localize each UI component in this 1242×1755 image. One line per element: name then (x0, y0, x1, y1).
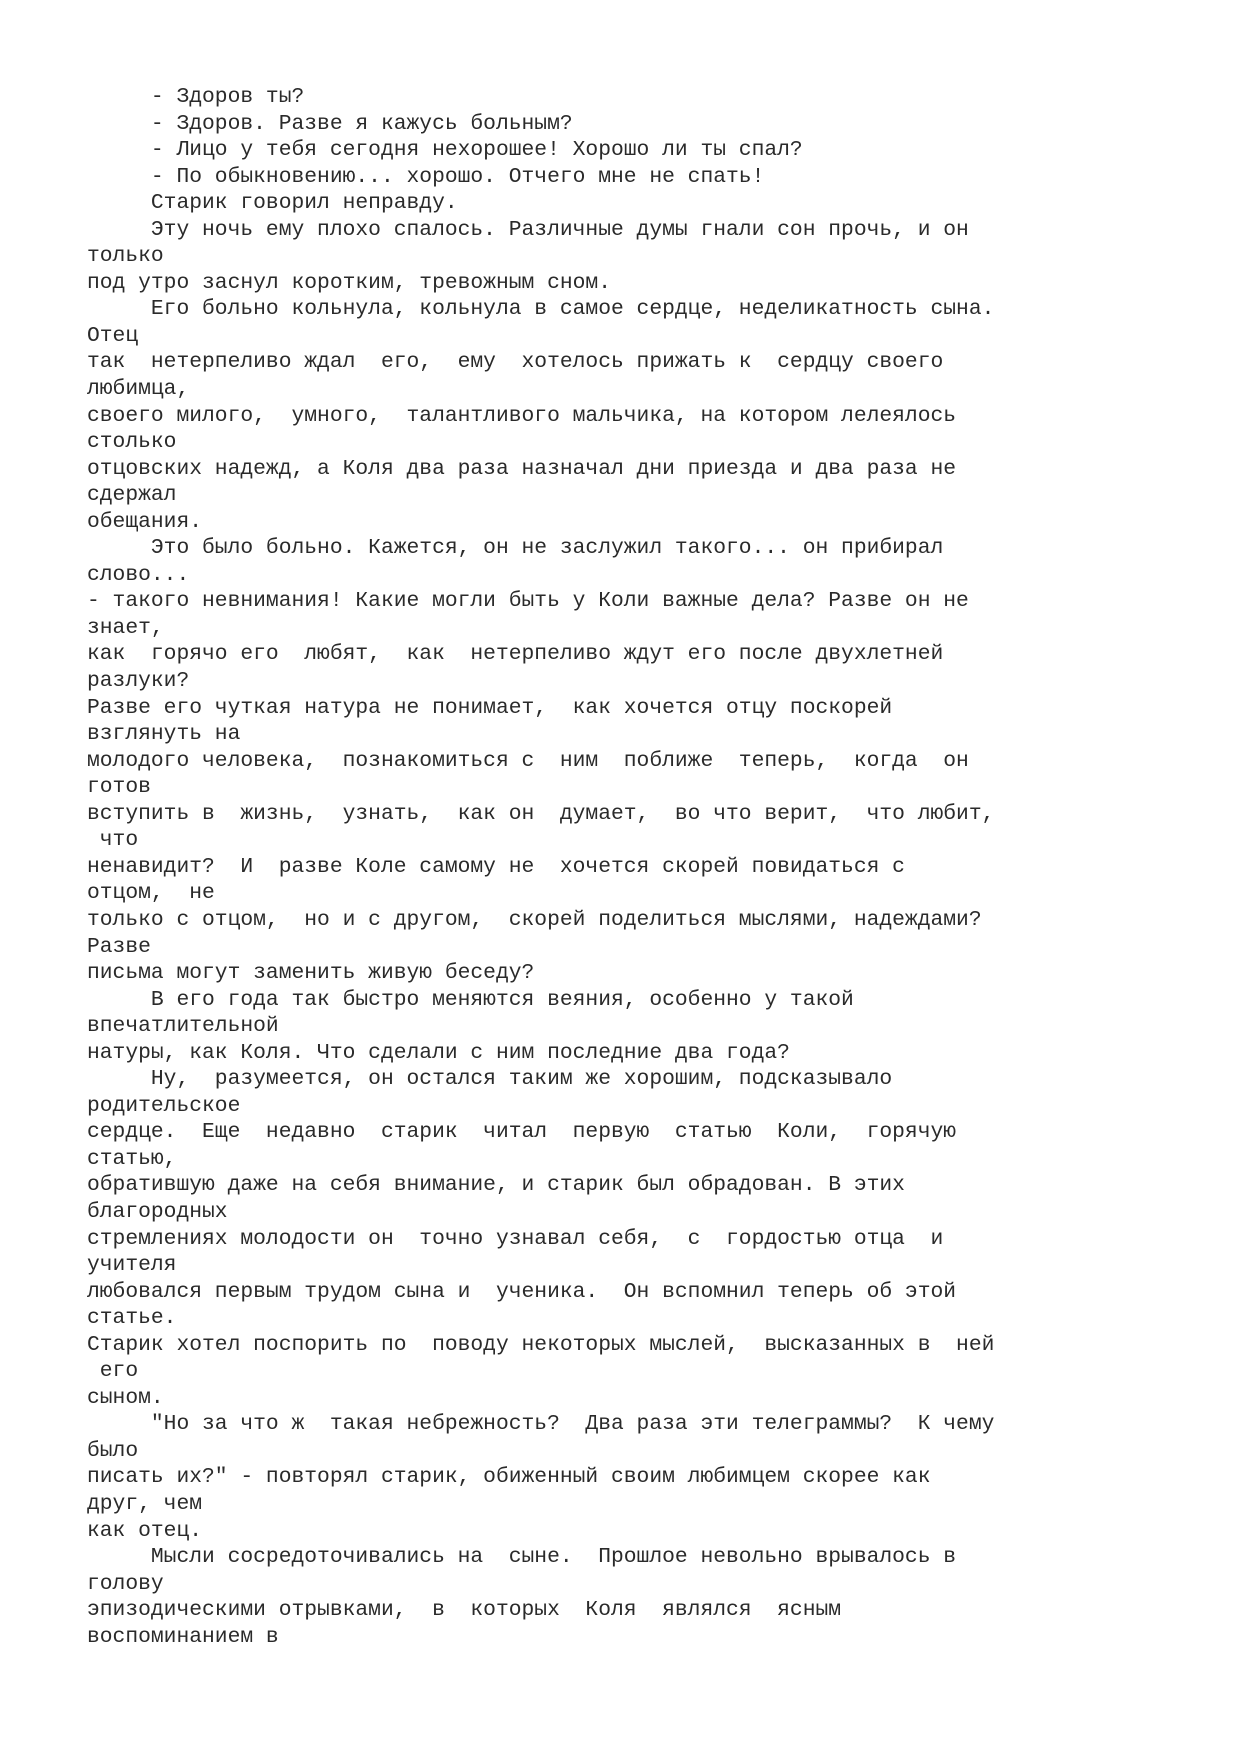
text-line: знает, (87, 615, 164, 640)
text-line: Мысли сосредоточивались на сыне. Прошлое невольно врывалось в (87, 1545, 957, 1570)
text-line: Его больно кольнула, кольнула в самое сердце, неделикатность сына. (87, 297, 995, 322)
text-line: В его года так быстро меняются веяния, особенно у такой (87, 987, 854, 1012)
text-line: Старик хотел поспорить по поводу некоторых мыслей, высказанных в ней (87, 1332, 995, 1357)
text-line: - Здоров. Разве я кажусь больным? (87, 111, 573, 136)
text-line: писать их?" - повторял старик, обиженный своим любимцем скорее как (87, 1465, 931, 1490)
text-line: статью, (87, 1146, 177, 1171)
text-line: только (87, 244, 164, 269)
text-line: - такого невнимания! Какие могли быть у Коли важные дела? Разве он не (87, 589, 969, 614)
text-line: сыном. (87, 1385, 164, 1410)
text-line: Старик говорил неправду. (87, 191, 458, 216)
text-line: благородных (87, 1199, 228, 1224)
text-line: взглянуть на (87, 722, 241, 747)
text-line: его (87, 1359, 139, 1384)
text-line: так нетерпеливо ждал его, ему хотелось прижать к сердцу своего (87, 350, 944, 375)
text-line: эпизодическими отрывками, в которых Коля являлся ясным (87, 1598, 842, 1623)
text-line: учителя (87, 1253, 177, 1278)
text-line: Разве его чуткая натура не понимает, как хочется отцу поскорей (87, 695, 893, 720)
text-line: обратившую даже на себя внимание, и старик был обрадован. В этих (87, 1173, 905, 1198)
text-line: ненавидит? И разве Коле самому не хочется скорей повидаться с (87, 854, 905, 879)
text-line: как отец. (87, 1518, 203, 1543)
document-text (87, 84, 1227, 1650)
text-line: что (87, 828, 139, 853)
text-line: Отец (87, 323, 139, 348)
text-line: отцом, не (87, 881, 215, 906)
text-line: - Лицо у тебя сегодня нехорошее! Хорошо ли ты спал? (87, 138, 803, 163)
text-line: - По обыкновению... хорошо. Отчего мне не спать! (87, 164, 765, 189)
text-line: родительское (87, 1093, 241, 1118)
text-line: любовался первым трудом сына и ученика. Он вспомнил теперь об этой (87, 1279, 957, 1304)
text-line: впечатлительной (87, 1014, 279, 1039)
text-line: Эту ночь ему плохо спалось. Различные думы гнали сон прочь, и он (87, 217, 969, 242)
text-line: отцовских надежд, а Коля два раза назначал дни приезда и два раза не (87, 456, 957, 481)
text-line: Это было больно. Кажется, он не заслужил такого... он прибирал (87, 536, 944, 561)
text-line: любимца, (87, 377, 190, 402)
text-line: разлуки? (87, 669, 190, 694)
text-line: стремлениях молодости он точно узнавал себя, с гордостью отца и (87, 1226, 944, 1251)
text-line: статье. (87, 1306, 177, 1331)
text-line: Ну, разумеется, он остался таким же хорошим, подсказывало (87, 1067, 893, 1092)
text-line: слово... (87, 562, 190, 587)
text-line: - Здоров ты? (87, 85, 305, 109)
text-line: вступить в жизнь, узнать, как он думает, во что верит, что любит, (87, 801, 995, 826)
text-line: молодого человека, познакомиться с ним поближе теперь, когда он (87, 748, 969, 773)
text-line: столько (87, 430, 177, 455)
text-line: своего милого, умного, талантливого мальчика, на котором лелеялось (87, 403, 957, 428)
text-line: воспоминанием в (87, 1624, 279, 1649)
text-line: как горячо его любят, как нетерпеливо ждут его после двухлетней (87, 642, 944, 667)
text-line: было (87, 1438, 139, 1463)
text-line: только с отцом, но и с другом, скорей поделиться мыслями, надеждами? (87, 907, 982, 932)
text-line: голову (87, 1571, 164, 1596)
text-line: под утро заснул коротким, тревожным сном. (87, 270, 611, 295)
text-line: обещания. (87, 509, 203, 534)
text-line: друг, чем (87, 1491, 203, 1516)
text-line: сердце. Еще недавно старик читал первую статью Коли, горячую (87, 1120, 957, 1145)
text-line: "Но за что ж такая небрежность? Два раза эти телеграммы? К чему (87, 1412, 995, 1437)
text-line: сдержал (87, 483, 177, 508)
text-line: письма могут заменить живую беседу? (87, 961, 535, 986)
text-line: натуры, как Коля. Что сделали с ним последние два года? (87, 1040, 790, 1065)
text-line: готов (87, 775, 151, 800)
text-line: Разве (87, 934, 151, 959)
